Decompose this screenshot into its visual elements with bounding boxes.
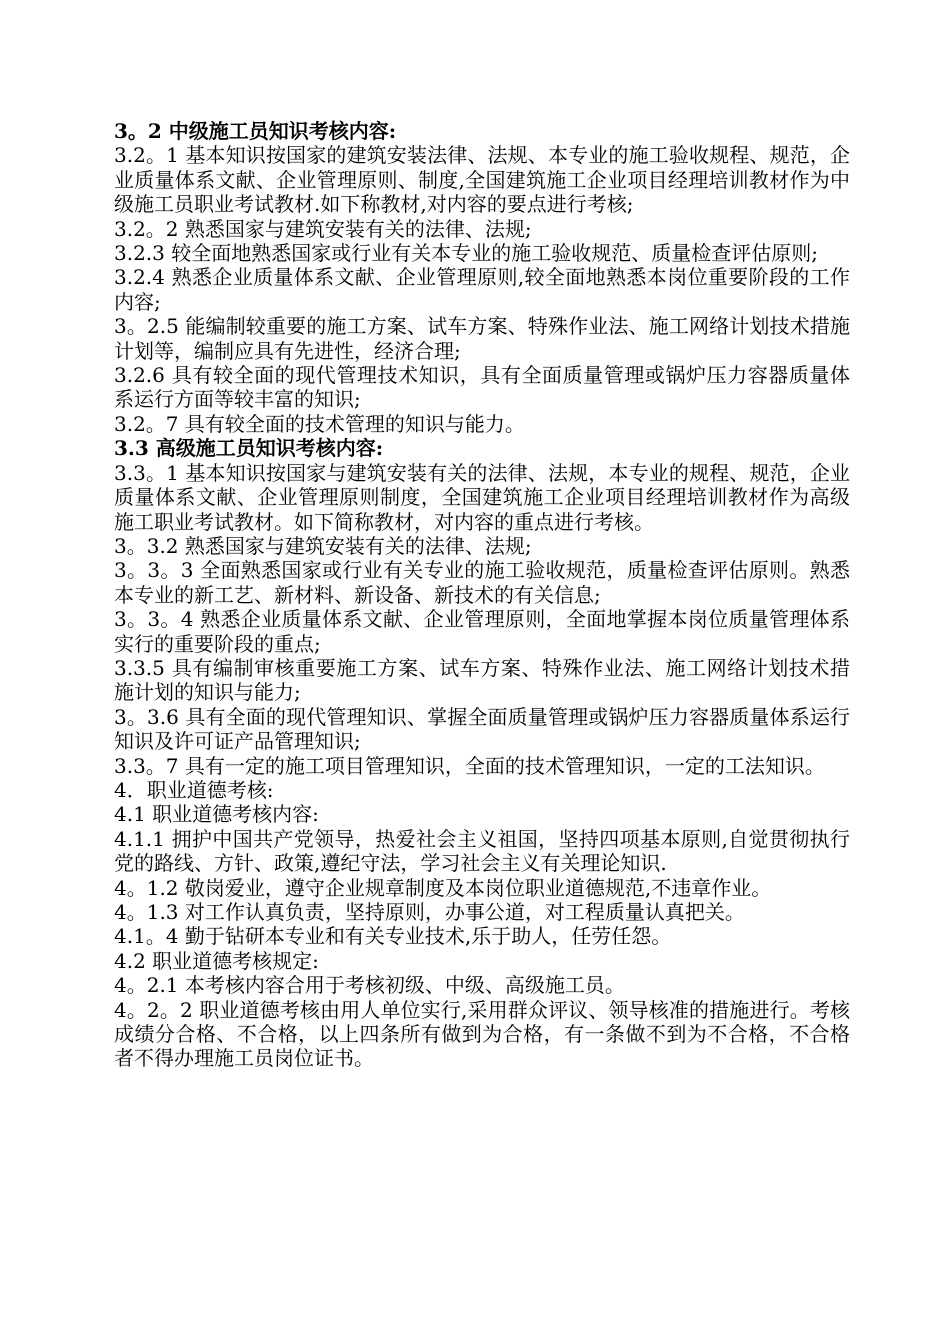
paragraph: 3.3.5 具有编制审核重要施工方案、试车方案、特殊作业法、施工网络计划技术措施计划的知识与能力;: [114, 655, 850, 705]
section-heading-3-3: 3.3 高级施工员知识考核内容:: [114, 436, 384, 461]
section-heading-3-2: 3。2 中级施工员知识考核内容:: [114, 119, 397, 143]
paragraph: 3.3。1 基本知识按国家与建筑安装有关的法律、法规，本专业的规程、规范，企业质量体系文献、企业管理原则制度，全国建筑施工企业项目经理培训教材作为高级施工职业考试教材。如下简称教材，对内容的重点进行考核。: [114, 460, 850, 534]
paragraph: 3。3.6 具有全面的现代管理知识、掌握全面质量管理或锅炉压力容器质量体系运行知识及许可证产品管理知识;: [114, 704, 850, 754]
paragraph: 3。3。4 熟悉企业质量体系文献、企业管理原则，全面地掌握本岗位质量管理体系实行的重要阶段的重点;: [114, 607, 850, 656]
subsection-heading-4-1: 4.1 职业道德考核内容:: [114, 802, 319, 827]
paragraph: 3.2.4 熟悉企业质量体系文献、企业管理原则,较全面地熟悉本岗位重要阶段的工作内容;: [114, 265, 850, 314]
subsection-heading-4-2: 4.2 职业道德考核规定:: [114, 948, 319, 973]
paragraph: 4。1.2 敬岗爱业，遵守企业规章制度及本岗位职业道德规范,不违章作业。: [114, 875, 772, 900]
paragraph: 3.2.3 较全面地熟悉国家或行业有关本专业的施工验收规范、质量检查评估原则;: [114, 241, 818, 266]
paragraph: 4.1。4 勤于钻研本专业和有关专业技术,乐于助人，任劳任怨。: [114, 924, 672, 949]
paragraph: 4。1.3 对工作认真负责，坚持原则，办事公道，对工程质量认真把关。: [114, 900, 745, 924]
paragraph: 3。2.5 能编制较重要的施工方案、试车方案、特殊作业法、施工网络计划技术措施计划等，编制应具有先进性，经济合理;: [114, 314, 850, 363]
section-heading-4: 4．职业道德考核:: [114, 777, 274, 802]
paragraph: 4。2。2 职业道德考核由用人单位实行,采用群众评议、领导核准的措施进行。考核成绩分合格、不合格，以上四条所有做到为合格，有一条做不到为不合格，不合格者不得办理施工员岗位证书。: [114, 997, 850, 1071]
paragraph: 3.2。7 具有较全面的技术管理的知识与能力。: [114, 411, 525, 436]
paragraph: 3.2。2 熟悉国家与建筑安装有关的法律、法规;: [114, 216, 532, 241]
paragraph: 3.2。1 基本知识按国家的建筑安装法律、法规、本专业的施工验收规程、规范，企业质量体系文献、企业管理原则、制度,全国建筑施工企业项目经理培训教材作为中级施工员职业考试教材.如下称教材,对内容的要点进行考核;: [114, 143, 850, 217]
paragraph: 4.1.1 拥护中国共产党领导，热爱社会主义祖国，坚持四项基本原则,自觉贯彻执行党的路线、方针、政策,遵纪守法，学习社会主义有关理论知识.: [114, 826, 850, 876]
paragraph: 3。3。3 全面熟悉国家或行业有关专业的施工验收规范，质量检查评估原则。熟悉本专业的新工艺、新材料、新设备、新技术的有关信息;: [114, 558, 850, 607]
paragraph: 3.3。7 具有一定的施工项目管理知识，全面的技术管理知识，一定的工法知识。: [114, 753, 825, 778]
document-page: [114, 119, 850, 1071]
paragraph: 4。2.1 本考核内容合用于考核初级、中级、高级施工员。: [114, 973, 625, 998]
paragraph: 3。3.2 熟悉国家与建筑安装有关的法律、法规;: [114, 533, 532, 558]
paragraph: 3.2.6 具有较全面的现代管理技术知识，具有全面质量管理或锅炉压力容器质量体系运行方面等较丰富的知识;: [114, 363, 850, 412]
